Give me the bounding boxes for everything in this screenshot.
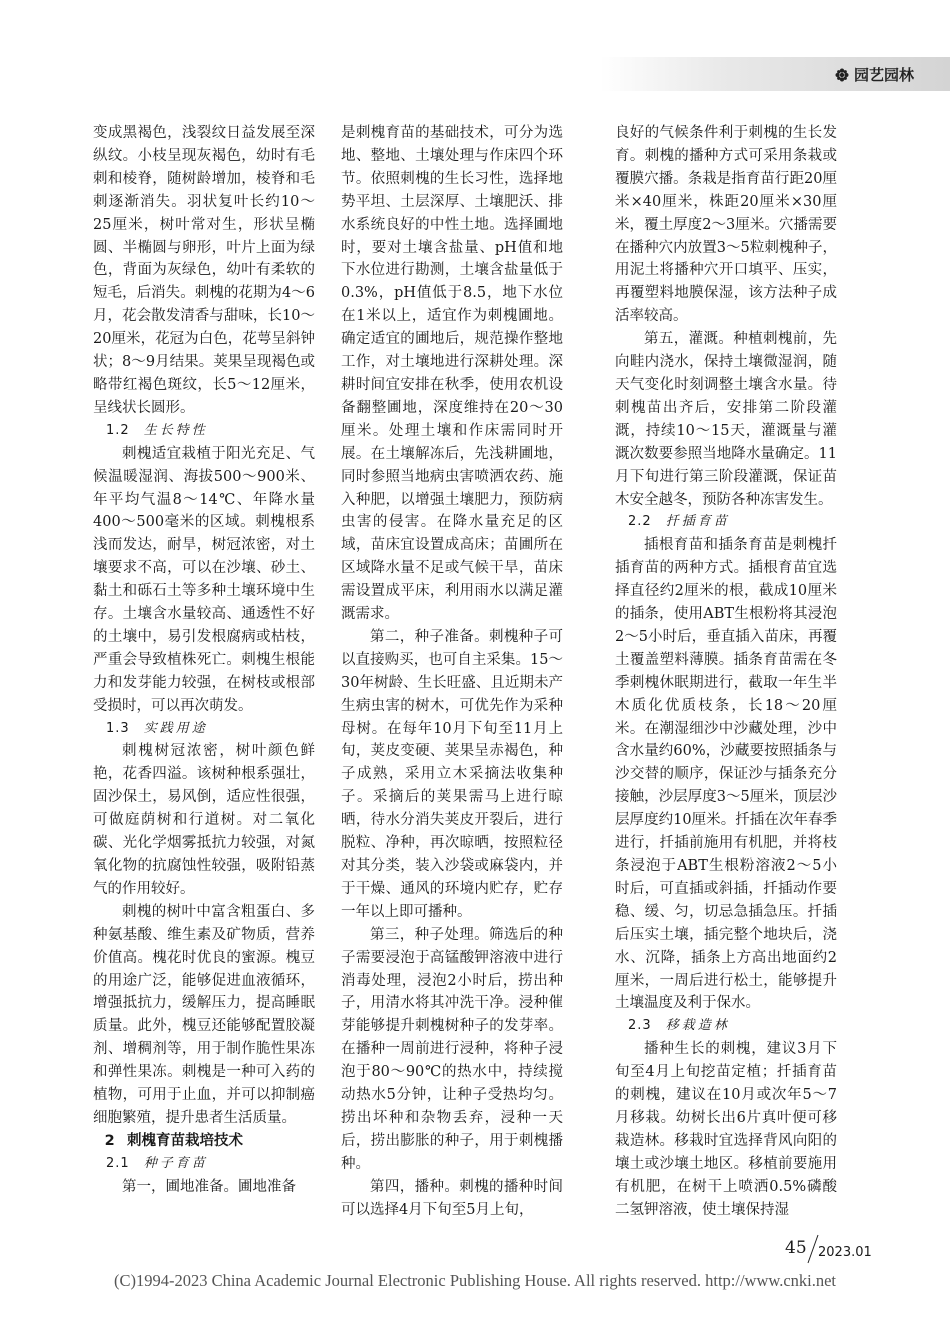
column-2 — [341, 122, 563, 1222]
column-3 — [615, 122, 837, 1222]
subsection-heading — [93, 718, 315, 741]
copyright-notice: (C)1994-2023 China Academic Journal Electronic Publishing House. All rights reserved. http://www.cnki.net — [113, 1271, 837, 1290]
paragraph: 刺槐树冠浓密，树叶颜色鲜艳，花香四溢。该树种根系强壮，固沙保土，易风倒，适应性很强，可做庭荫树和行道树。对二氧化碳、光化学烟雾抵抗力较强，对氮氧化物的抗腐蚀性较强，吸附铅蒸气的作用较好。 — [93, 743, 315, 897]
section-label — [835, 64, 914, 85]
subsection-heading — [615, 1015, 837, 1038]
subsection-title: 扦插育苗 — [665, 514, 730, 530]
paragraph: 第三，种子处理。筛选后的种子需要浸泡于高锰酸钾溶液中进行消毒处理，浸泡2小时后，捞出种子，用清水将其冲洗干净。浸种催芽能够提升刺槐树种子的发芽率。在播种一周前进行浸种，将种子浸泡于80～90℃的热水中，持续搅动热水5分钟，让种子受热均匀。捞出坏种和杂物丢弃，浸种一天后，捞出膨胀的种子，用于刺槐播种。 — [341, 926, 563, 1172]
subsection-title: 实践用途 — [143, 720, 208, 736]
subsection-number: 1.2 — [106, 422, 130, 438]
subsection-title: 种子育苗 — [143, 1155, 208, 1171]
paragraph: 良好的气候条件利于刺槐的生长发育。刺槐的播种方式可采用条栽或覆膜穴播。条栽是指育苗行距20厘米×40厘米，株距20厘米×30厘米，覆土厚度2～3厘米。穴播需要在播种穴内放置3～5粒刺槐种子，用泥土将播种穴开口填平、压实，再覆塑料地膜保湿，该方法种子成活率较高。 — [615, 125, 837, 325]
subsection-heading — [93, 420, 315, 443]
subsection-number: 2.1 — [106, 1155, 130, 1171]
section-number: 2 — [104, 1132, 115, 1149]
subsection-title: 生长特性 — [143, 422, 208, 438]
section-heading — [93, 1130, 315, 1153]
paragraph: 刺槐适宜栽植于阳光充足、气候温暖湿润、海拔500～900米、年平均气温8～14℃、年降水量400～500毫米的区域。刺槐根系浅而发达，耐旱，树冠浓密，对土壤要求不高，可以在沙壤、砂土、黏土和砾石土等多种土壤环境中生存。土壤含水量较高、通透性不好的土壤中，易引发根腐病或枯枝，严重会导致植株死亡。刺槐生根能力和发芽能力较强，在树枝或根部受损时，可以再次萌发。 — [93, 445, 315, 714]
subsection-heading — [93, 1153, 315, 1176]
issue-number: 2023.01 — [818, 1245, 872, 1260]
subsection-number: 2.2 — [628, 514, 652, 530]
subsection-number: 2.3 — [628, 1018, 652, 1034]
section-title: 刺槐育苗栽培技术 — [127, 1132, 243, 1149]
paragraph: 播种生长的刺槐，建议3月下旬至4月上旬挖苗定植；扦插育苗的刺槐，建议在10月或次年5～7月移栽。幼树长出6片真叶便可移栽造林。移栽时宜选择背风向阳的壤土或沙壤土地区。移植前要施用有机肥，在树干上喷洒0.5%磷酸二氢钾溶液，使土壤保持湿 — [615, 1041, 837, 1218]
page-footer — [785, 1238, 905, 1268]
paragraph: 第一，圃地准备。圃地准备 — [122, 1178, 296, 1195]
section-title: 园艺园林 — [853, 66, 914, 84]
paragraph: 是刺槐育苗的基础技术，可分为选地、整地、土壤处理与作床四个环节。依照刺槐的生长习性，选择地势平坦、土层深厚、土壤肥沃、排水系统良好的中性土地。选择圃地时，要对土壤含盐量、pH值和地下水位进行勘测，土壤含盐量低于0.3%，pH值低于8.5，地下水位在1米以上，适宜作为刺槐圃地。确定适宜的圃地后，规范操作整地工作，对土壤地进行深耕处理。深耕时间宜安排在秋季，使用农机设备翻整圃地，深度维持在20～30厘米。处理土壤和作床需同时开展。在土壤解冻后，先浅耕圃地，同时参照当地病虫害喷洒农药、施入种肥，以增强土壤肥力，预防病虫害的侵害。在降水量充足的区域，苗床宜设置成高床；苗圃所在区域降水量不足或气候干旱，苗床需设置成平床，利用雨水以满足灌溉需求。 — [341, 125, 563, 623]
subsection-number: 1.3 — [106, 720, 130, 736]
subsection-title: 移栽造林 — [665, 1018, 730, 1034]
page-number: 45 — [785, 1238, 807, 1258]
paragraph: 刺槐的树叶中富含粗蛋白、多种氨基酸、维生素及矿物质，营养价值高。槐花时优良的蜜源。槐豆的用途广泛，能够促进血液循环，增强抵抗力，缓解压力，提高睡眠质量。此外，槐豆还能够配置胶凝剂、增稠剂等，用于制作脆性果冻和弹性果冻。刺槐是一种可入药的植物，可用于止血，并可以抑制癌细胞繁殖，提升患者生活质量。 — [93, 903, 315, 1126]
paragraph: 第五，灌溉。种植刺槐前，先向畦内浇水，保持土壤微湿润，随天气变化时刻调整土壤含水量。待刺槐苗出齐后，安排第二阶段灌溉，持续10～15天，灌溉量与灌溉次数要参照当地降水量确定。11月下旬进行第三阶段灌溉，保证苗木安全越冬，预防各种冻害发生。 — [615, 331, 837, 508]
column-1 — [93, 122, 315, 1199]
header-band — [600, 57, 950, 91]
paragraph: 插根育苗和插条育苗是刺槐扦插育苗的两种方式。插根育苗宜选择直径约2厘米的根，截成10厘米的插条，使用ABT生根粉将其浸泡2～5小时后，垂直插入苗床，再覆土覆盖塑料薄膜。插条育苗需在冬季刺槐休眠期进行，截取一年生半木质化优质枝条，长18～20厘米。在潮湿细沙中沙藏处理，沙中含水量约60%，沙藏要按照插条与沙交替的顺序，保证沙与插条充分接触，沙层厚度3～5厘米，顶层沙层厚度约10厘米。扦插在次年春季进行，扦插前施用有机肥，并将枝条浸泡于ABT生根粉溶液2～5小时后，可直插或斜插，扦插动作要稳、缓、匀，切忌急插急压。扦插后压实土壤，插完整个地块后，浇水、沉降，插条上方高出地面约2厘米，一周后进行松土，能够提升土壤温度及利于保水。 — [615, 537, 837, 1012]
paragraph: 第四，播种。刺槐的播种时间可以选择4月下旬至5月上旬， — [341, 1178, 563, 1218]
paragraph: 变成黑褐色，浅裂纹日益发展至深纵纹。小枝呈现灰褐色，幼时有毛刺和棱脊，随树龄增加，棱脊和毛刺逐渐消失。羽状复叶长约10～25厘米，树叶常对生，形状呈椭圆、半椭圆与卵形，叶片上面为绿色，背面为灰绿色，幼叶有柔软的短毛，后消失。刺槐的花期为4～6月，花会散发清香与甜味，长10～20厘米，花冠为白色，花萼呈斜钟状；8～9月结果。荚果呈现褐色或略带红褐色斑纹，长5～12厘米，呈线状长圆形。 — [93, 125, 315, 416]
paragraph: 第二，种子准备。刺槐种子可以直接购买，也可自主采集。15～30年树龄、生长旺盛、且近期未产生病虫害的树木，可优先作为采种母树。在每年10月下旬至11月上旬，荚皮变硬、荚果呈赤褐色，种子成熟，采用立木采摘法收集种子。采摘后的荚果需马上进行晾晒，待水分消失荚皮开裂后，进行脱粒、净种，再次晾晒，按照粒径对其分类，装入沙袋或麻袋内，并于干燥、通风的环境内贮存，贮存一年以上即可播种。 — [341, 628, 563, 920]
flower-icon — [835, 68, 849, 82]
subsection-heading — [615, 511, 837, 534]
